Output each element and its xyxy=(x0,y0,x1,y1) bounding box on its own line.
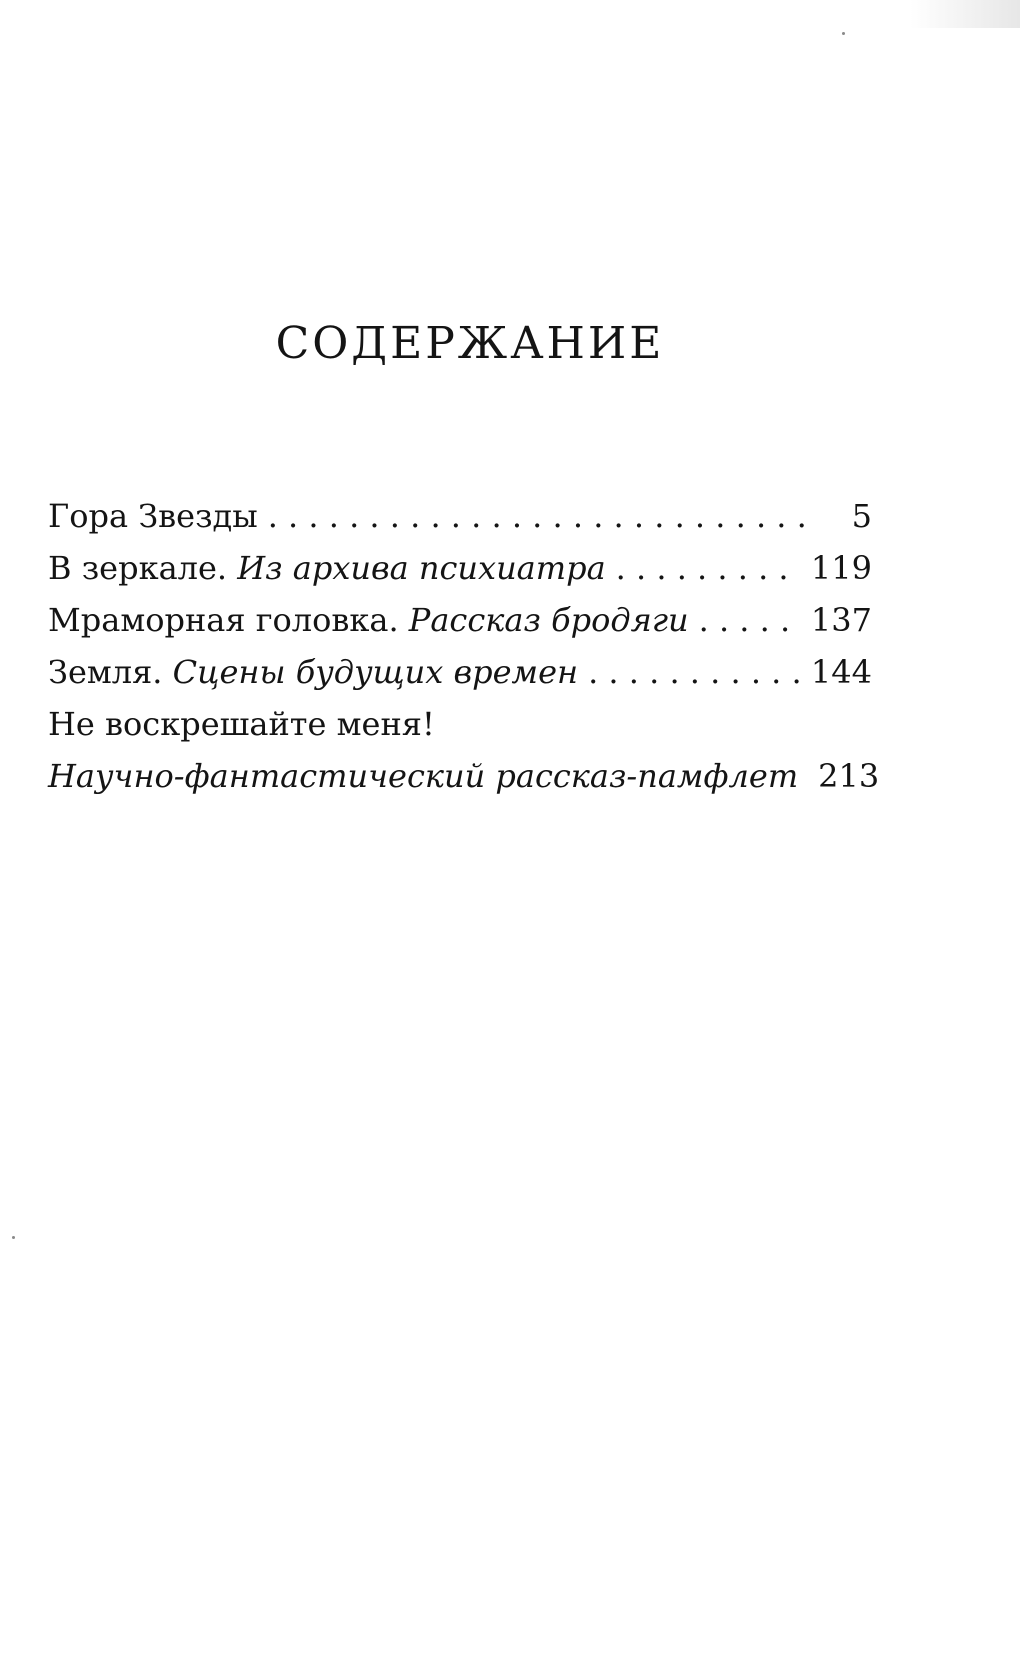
toc-entry-subtitle: Из архива психиатра xyxy=(237,549,606,587)
toc-entry-title: Мраморная головка. Рассказ бродяги xyxy=(48,601,689,639)
toc-page-number: 144 xyxy=(810,653,872,691)
toc-entry-subtitle: Сцены будущих времен xyxy=(172,653,579,691)
page-title: СОДЕРЖАНИЕ xyxy=(275,318,665,369)
toc-entry-subtitle: Научно-фантастический рассказ-памфлет xyxy=(48,757,799,795)
toc-page-number: 213 xyxy=(818,757,880,795)
toc-entry-title: Земля. Сцены будущих времен xyxy=(48,653,579,691)
toc-entry-title: Не воскрешайте меня! xyxy=(48,705,435,743)
toc-entry xyxy=(48,490,872,542)
dot-leader xyxy=(268,490,806,542)
table-of-contents xyxy=(48,490,880,802)
toc-entry xyxy=(48,542,872,594)
toc-entry xyxy=(48,750,880,802)
scan-shadow xyxy=(910,0,1020,28)
dot-leader xyxy=(588,646,801,698)
toc-entry-first-line xyxy=(48,698,872,750)
toc-entry-subtitle-line xyxy=(48,750,798,802)
toc-page-number: 119 xyxy=(810,549,872,587)
toc-page-number: 5 xyxy=(851,497,872,535)
toc-entry-title: В зеркале. Из архива психиатра xyxy=(48,549,606,587)
toc-entry xyxy=(48,646,872,698)
toc-entry xyxy=(48,594,872,646)
dot-leader xyxy=(616,542,801,594)
scan-speck xyxy=(12,1236,15,1239)
toc-entry-title: Гора Звезды xyxy=(48,497,258,535)
toc-page-number: 137 xyxy=(810,601,872,639)
toc-entry-subtitle: Рассказ бродяги xyxy=(408,601,689,639)
scan-speck xyxy=(842,32,845,35)
dot-leader xyxy=(699,594,801,646)
